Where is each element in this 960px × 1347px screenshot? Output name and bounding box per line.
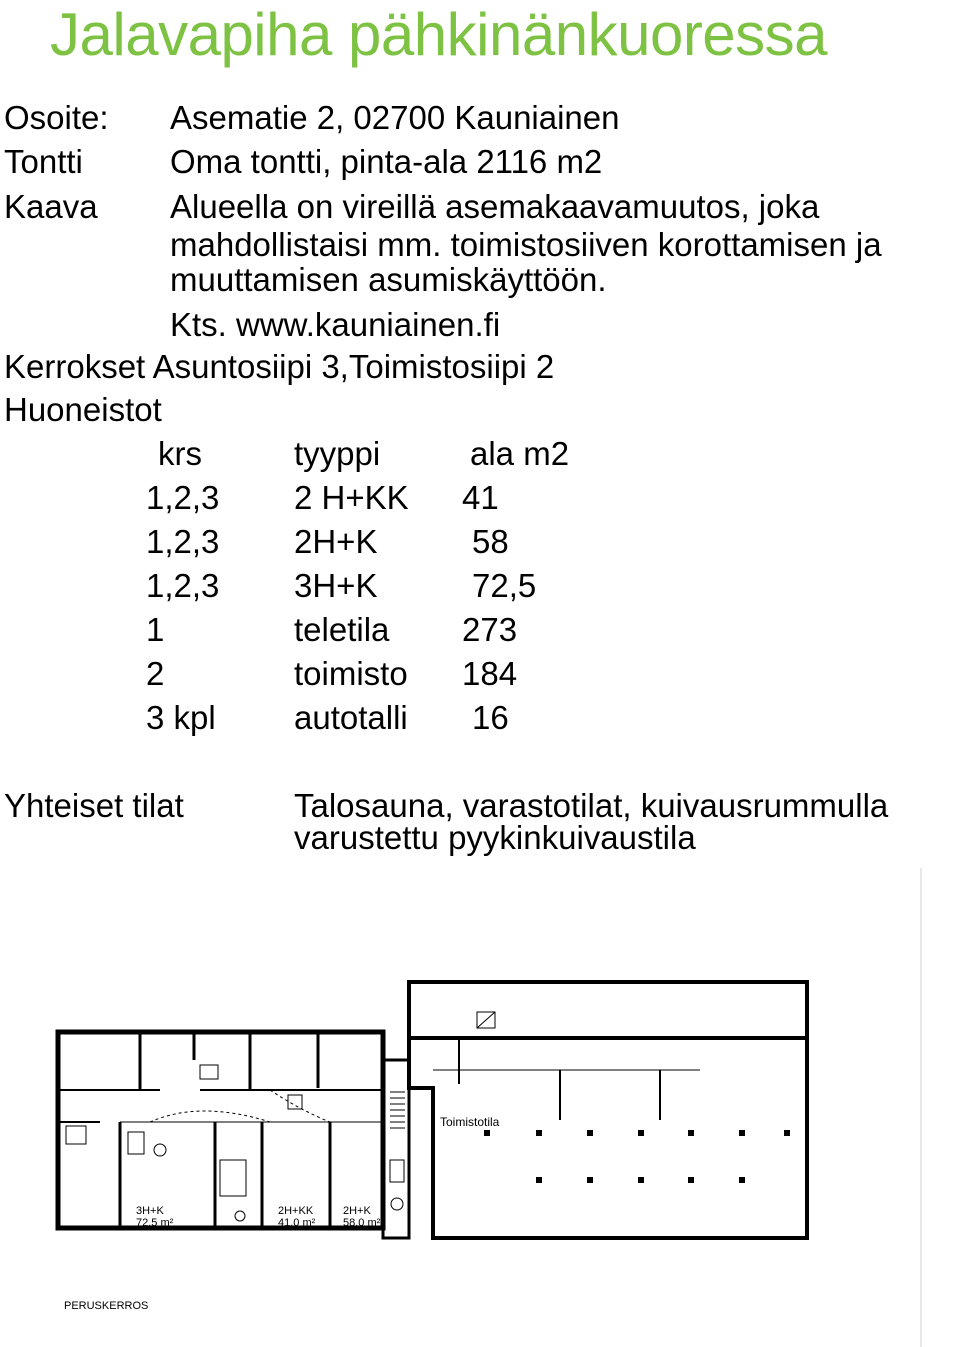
unit-area-label: 58.0 m² bbox=[343, 1217, 381, 1229]
table-cell: 58 bbox=[472, 523, 509, 560]
unit-area-label: 41.0 m² bbox=[278, 1217, 316, 1229]
table-cell: 41 bbox=[462, 479, 499, 516]
plot-value: Oma tontti, pinta-ala 2116 m2 bbox=[170, 143, 603, 180]
table-cell: 16 bbox=[472, 699, 509, 736]
table-cell: 3H+K bbox=[294, 567, 378, 604]
address-value: Asematie 2, 02700 Kauniainen bbox=[170, 99, 620, 136]
residential-wing bbox=[58, 1032, 383, 1228]
unit-type-label: 3H+K bbox=[136, 1205, 164, 1217]
table-cell: 184 bbox=[462, 655, 518, 692]
unit-area-label: 72.5 m² bbox=[136, 1217, 174, 1229]
table-header-type: tyyppi bbox=[294, 435, 381, 472]
floors-value: Asuntosiipi 3,Toimistosiipi 2 bbox=[152, 348, 555, 385]
zoning-line: mahdollistaisi mm. toimistosiiven korottamisen ja bbox=[170, 226, 882, 263]
table-cell: 2 H+KK bbox=[294, 479, 409, 516]
unit-labels bbox=[136, 1205, 381, 1229]
zoning-line: muuttamisen asumiskäyttöön. bbox=[170, 261, 607, 298]
common-line: varustettu pyykinkuivaustila bbox=[294, 819, 696, 856]
table-cell: 1,2,3 bbox=[146, 567, 220, 604]
stair-core bbox=[383, 1060, 409, 1238]
table-cell: 1 bbox=[146, 611, 165, 648]
table-cell: 1,2,3 bbox=[146, 523, 220, 560]
page-title: Jalavapiha pähkinänkuoressa bbox=[50, 1, 828, 68]
floor-plan-caption: PERUSKERROS bbox=[64, 1300, 149, 1312]
common-label: Yhteiset tilat bbox=[4, 787, 184, 824]
table-cell: 3 kpl bbox=[146, 699, 216, 736]
zoning-label: Kaava bbox=[4, 188, 98, 225]
table-cell: toimisto bbox=[294, 655, 408, 692]
apartments-label: Huoneistot bbox=[4, 391, 162, 428]
floor-plan bbox=[0, 860, 960, 1347]
table-header-floor: krs bbox=[158, 435, 202, 472]
common-line: Talosauna, varastotilat, kuivausrummulla bbox=[294, 787, 889, 824]
address-label: Osoite: bbox=[4, 99, 109, 136]
zoning-link: Kts. www.kauniainen.fi bbox=[170, 306, 501, 343]
office-wing bbox=[409, 982, 807, 1238]
table-cell: autotalli bbox=[294, 699, 408, 736]
table-cell: 2 bbox=[146, 655, 165, 692]
table-cell: 273 bbox=[462, 611, 518, 648]
unit-type-label: 2H+K bbox=[343, 1205, 371, 1217]
office-label: Toimistotila bbox=[440, 1115, 500, 1129]
floors-row bbox=[4, 347, 554, 387]
table-cell: teletila bbox=[294, 611, 390, 648]
table-cell: 72,5 bbox=[472, 567, 537, 604]
table-cell: 1,2,3 bbox=[146, 479, 220, 516]
zoning-line: Alueella on vireillä asemakaavamuutos, joka bbox=[170, 188, 820, 225]
unit-type-label: 2H+KK bbox=[278, 1205, 314, 1217]
table-cell: 2H+K bbox=[294, 523, 378, 560]
plot-label: Tontti bbox=[4, 143, 83, 180]
table-header-area: ala m2 bbox=[470, 435, 570, 472]
floors-label: Kerrokset bbox=[4, 348, 146, 385]
